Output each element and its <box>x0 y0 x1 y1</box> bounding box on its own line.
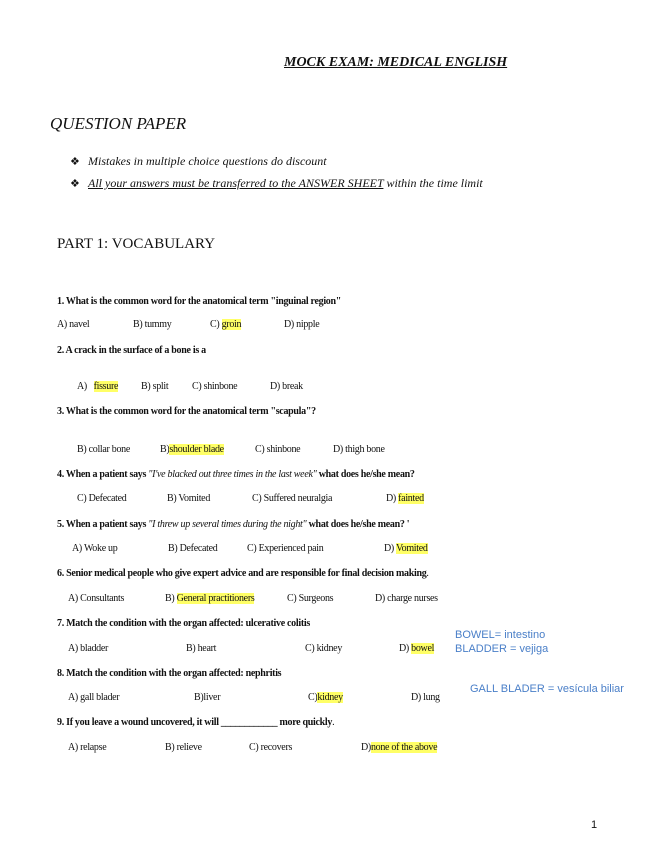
q5-option-a: A) Woke up <box>72 543 118 554</box>
instruction-2: ❖ All your answers must be transferred to the ANSWER SHEET within the time limit <box>70 176 483 190</box>
q5-option-b: B) Defecated <box>168 543 218 554</box>
question-9: 9. If you leave a wound uncovered, it will ____________ more quickly. <box>57 717 335 728</box>
q1-option-d: D) nipple <box>284 319 320 330</box>
part-heading: PART 1: VOCABULARY <box>57 236 216 252</box>
q6-option-c: C) Surgeons <box>287 593 334 604</box>
question-1: 1. What is the common word for the anatomical term "inguinal region" <box>57 296 342 307</box>
highlighted-answer: Vomited <box>395 543 428 554</box>
q8-option-a: A) gall blader <box>68 692 120 703</box>
q2-option-c: C) shinbone <box>192 381 238 392</box>
highlighted-answer: kidney <box>317 692 343 703</box>
question-paper-heading: QUESTION PAPER <box>50 114 187 133</box>
q7-option-b: B) heart <box>186 643 217 654</box>
question-4: 4. When a patient says "I've blacked out three times in the last week" what does he/she mean? <box>57 469 415 480</box>
diamond-bullet-icon: ❖ <box>70 178 80 190</box>
highlighted-answer: groin <box>221 319 242 330</box>
question-5: 5. When a patient says "I threw up several times during the night" what does he/she mean? ' <box>57 519 410 530</box>
q2-option-a: A) fissure <box>77 381 119 392</box>
question-2: 2. A crack in the surface of a bone is a <box>57 345 206 356</box>
q7-option-d: D) bowel <box>399 643 435 654</box>
q1-option-c: C) groin <box>210 319 242 330</box>
q8-option-b: B)liver <box>194 692 221 703</box>
instruction-1: ❖ Mistakes in multiple choice questions do discount <box>70 154 327 168</box>
note-bladder: BLADDER = vejiga <box>455 643 549 655</box>
q2-option-d: D) break <box>270 381 303 392</box>
highlighted-answer: General practitioners <box>176 593 255 604</box>
q9-option-b: B) relieve <box>165 742 202 753</box>
q4-option-d: D) fainted <box>386 493 424 504</box>
q3-option-d: D) thigh bone <box>333 444 385 455</box>
question-7: 7. Match the condition with the organ affected: ulcerative colitis <box>57 618 310 629</box>
highlighted-answer: fissure <box>93 381 119 392</box>
q8-option-d: D) lung <box>411 692 440 703</box>
q3-option-b: B)shoulder blade <box>160 444 224 455</box>
diamond-bullet-icon: ❖ <box>70 156 80 168</box>
q3-option-a: B) collar bone <box>77 444 131 455</box>
q3-option-c: C) shinbone <box>255 444 301 455</box>
exam-title: MOCK EXAM: MEDICAL ENGLISH <box>284 55 508 70</box>
q1-option-b: B) tummy <box>133 319 172 330</box>
page-number: 1 <box>591 819 598 831</box>
question-8: 8. Match the condition with the organ affected: nephritis <box>57 668 282 679</box>
q7-option-a: A) bladder <box>68 643 109 654</box>
highlighted-answer: shoulder blade <box>169 444 224 455</box>
q6-option-b: B) General practitioners <box>165 593 255 604</box>
highlighted-answer: fainted <box>398 493 424 504</box>
note-gall-bladder: GALL BLADER = vesícula biliar <box>470 683 624 695</box>
q5-option-d: D) Vomited <box>384 543 428 554</box>
question-3: 3. What is the common word for the anatomical term "scapula"? <box>57 406 316 417</box>
question-6: 6. Senior medical people who give expert advice and are responsible for final decision making. <box>57 568 429 579</box>
q5-option-c: C) Experienced pain <box>247 543 324 554</box>
note-bowel: BOWEL= intestino <box>455 629 546 641</box>
q7-option-c: C) kidney <box>305 643 343 654</box>
q4-option-a: C) Defecated <box>77 493 127 504</box>
q6-option-a: A) Consultants <box>68 593 125 604</box>
q9-option-a: A) relapse <box>68 742 107 753</box>
highlighted-answer: bowel <box>411 643 435 654</box>
q2-option-b: B) split <box>141 381 169 392</box>
q8-option-c: C)kidney <box>308 692 343 703</box>
q4-option-c: C) Suffered neuralgia <box>252 493 333 504</box>
q9-option-c: C) recovers <box>249 742 293 753</box>
q1-option-a: A) navel <box>57 319 90 330</box>
q6-option-d: D) charge nurses <box>375 593 438 604</box>
q9-option-d: D)none of the above <box>361 742 438 753</box>
q4-option-b: B) Vomited <box>167 493 211 504</box>
highlighted-answer: none of the above <box>370 742 438 753</box>
